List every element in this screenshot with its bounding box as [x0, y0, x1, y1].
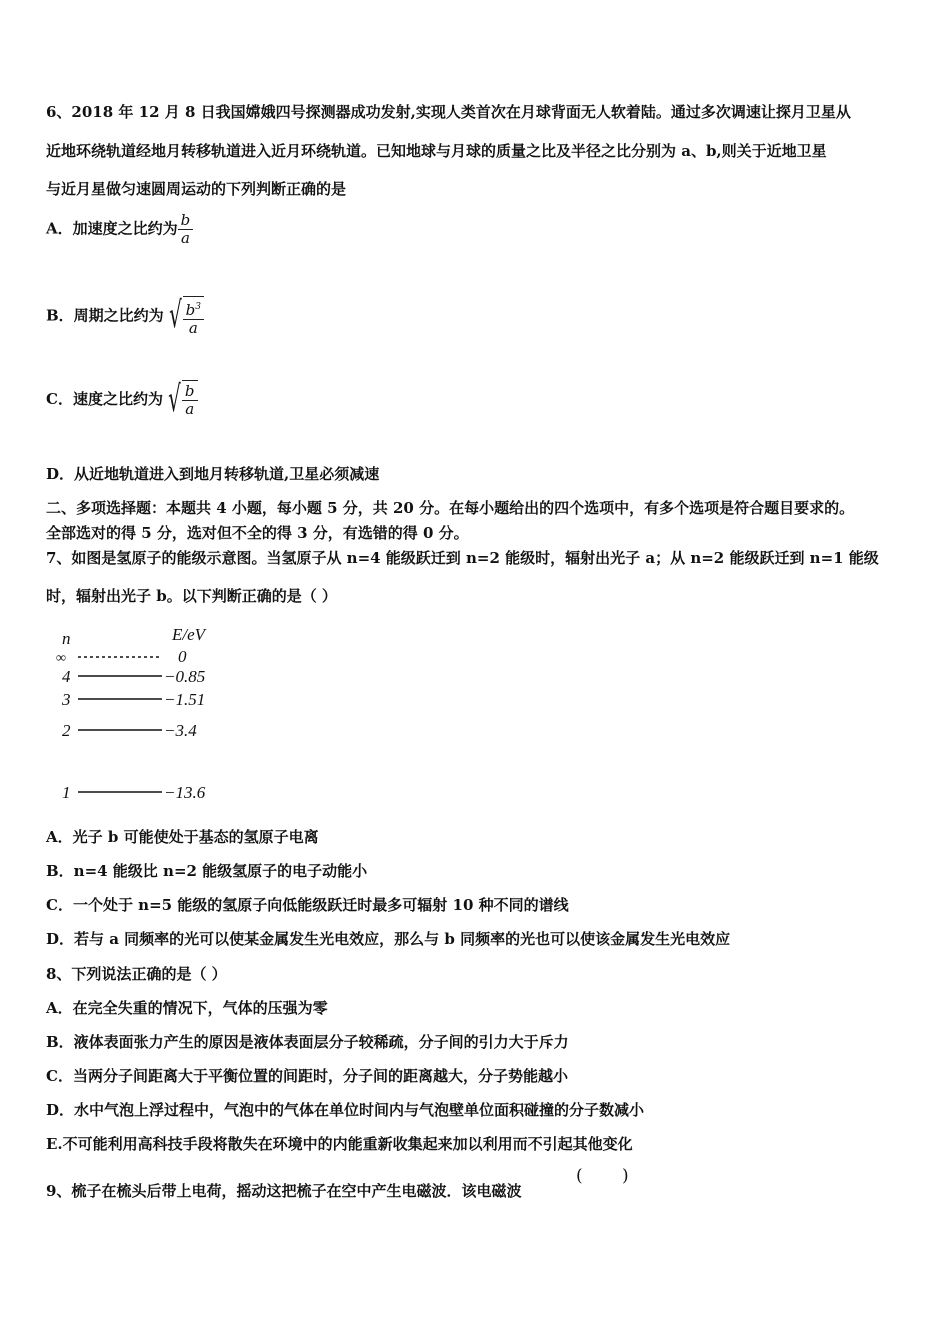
level-2-n: 2 [62, 721, 71, 740]
q6-option-a [46, 212, 193, 247]
level-1-n: 1 [62, 783, 71, 802]
q8-option-e: E.不可能利用高科技手段将散失在环境中的内能重新收集起来加以利用而不引起其他变化 [46, 1135, 633, 1153]
q8-option-a: A．在完全失重的情况下，气体的压强为零 [46, 999, 328, 1017]
q6-b-numerator: b [185, 301, 196, 319]
q6-b-denominator: a [183, 319, 204, 337]
q6-option-a-text: A．加速度之比约为 [46, 219, 178, 238]
q9-paren-open: ( [576, 1166, 583, 1186]
q6-stem-line2: 近地环绕轨道经地月转移轨道进入近月环绕轨道。已知地球与月球的质量之比及半径之比分别为 a、b,则关于近地卫星 [46, 142, 827, 160]
q6-c-numerator: b [184, 382, 195, 400]
q6-stem-line1: 6、2018 年 12 月 8 日我国嫦娥四号探测器成功发射,实现人类首次在月球背面无人软着陆。通过多次调速让探月卫星从 [46, 103, 851, 121]
q8-option-b: B．液体表面张力产生的原因是液体表面层分子较稀疏，分子间的引力大于斥力 [46, 1033, 569, 1051]
q8-option-c: C．当两分子间距离大于平衡位置的间距时，分子间的距离越大，分子势能越小 [46, 1067, 568, 1085]
diagram-n-label: n [62, 629, 71, 648]
level-2-energy: −3.4 [164, 721, 197, 740]
level-1-energy: −13.6 [164, 783, 206, 802]
q7-option-c: C．一个处于 n=5 能级的氢原子向低能级跃迁时最多可辐射 10 种不同的谱线 [46, 896, 569, 914]
section2-instructions-line2: 全部选对的得 5 分，选对但不全的得 3 分，有选错的得 0 分。 [46, 524, 469, 542]
q6-a-numerator: b [180, 211, 191, 229]
q6-option-b-sqrt: √ $\frac{b^3}{a}$ [164, 296, 204, 337]
q6-option-b [46, 296, 204, 337]
level-inf-energy: 0 [178, 647, 187, 666]
q9-paren-close: ) [622, 1166, 629, 1186]
level-inf-n: ∞ [56, 651, 66, 666]
level-4-n: 4 [62, 667, 71, 686]
q6-option-c [46, 380, 198, 420]
q6-option-c-sqrt: √ $\frac{b}{a}$ [163, 380, 198, 420]
q6-b-exponent: 3 [195, 302, 201, 312]
q7-option-d: D．若与 a 同频率的光可以使某金属发生光电效应，那么与 b 同频率的光也可以使该金属发生光电效应 [46, 930, 731, 948]
q8-option-d: D．水中气泡上浮过程中，气泡中的气体在单位时间内与气泡壁单位面积碰撞的分子数减小 [46, 1101, 645, 1119]
level-4-energy: −0.85 [164, 667, 206, 686]
q6-option-c-text: C．速度之比约为 [46, 390, 163, 408]
q6-stem-line3: 与近月星做匀速圆周运动的下列判断正确的是 [46, 180, 347, 198]
level-3-energy: −1.51 [164, 690, 206, 709]
q7-stem-line2: 时，辐射出光子 b。以下判断正确的是（ ） [46, 587, 337, 605]
q6-option-b-text: B．周期之比约为 [46, 306, 164, 325]
q6-option-d: D．从近地轨道进入到地月转移轨道,卫星必须减速 [46, 465, 380, 483]
q6-a-denominator: a [178, 229, 194, 247]
level-3-n: 3 [62, 690, 71, 709]
q6-option-a-fraction [178, 212, 194, 247]
energy-level-diagram [52, 624, 232, 804]
diagram-energy-label: E/eV [172, 625, 206, 644]
q6-c-denominator: a [182, 400, 198, 418]
q8-stem: 8、下列说法正确的是（ ） [46, 965, 227, 983]
q9-stem: 9、梳子在梳头后带上电荷，摇动这把梳子在空中产生电磁波．该电磁波 [46, 1182, 522, 1200]
q7-option-a: A．光子 b 可能使处于基态的氢原子电离 [46, 828, 319, 846]
q7-stem-line1: 7、如图是氢原子的能级示意图。当氢原子从 n=4 能级跃迁到 n=2 能级时，辐射出光子 a；从 n=2 能级跃迁到 n=1 能级 [46, 549, 879, 567]
q7-option-b: B．n=4 能级比 n=2 能级氢原子的电子动能小 [46, 862, 368, 880]
section2-instructions-line1: 二、多项选择题：本题共 4 小题，每小题 5 分，共 20 分。在每小题给出的四个选项中，有多个选项是符合题目要求的。 [46, 499, 855, 517]
